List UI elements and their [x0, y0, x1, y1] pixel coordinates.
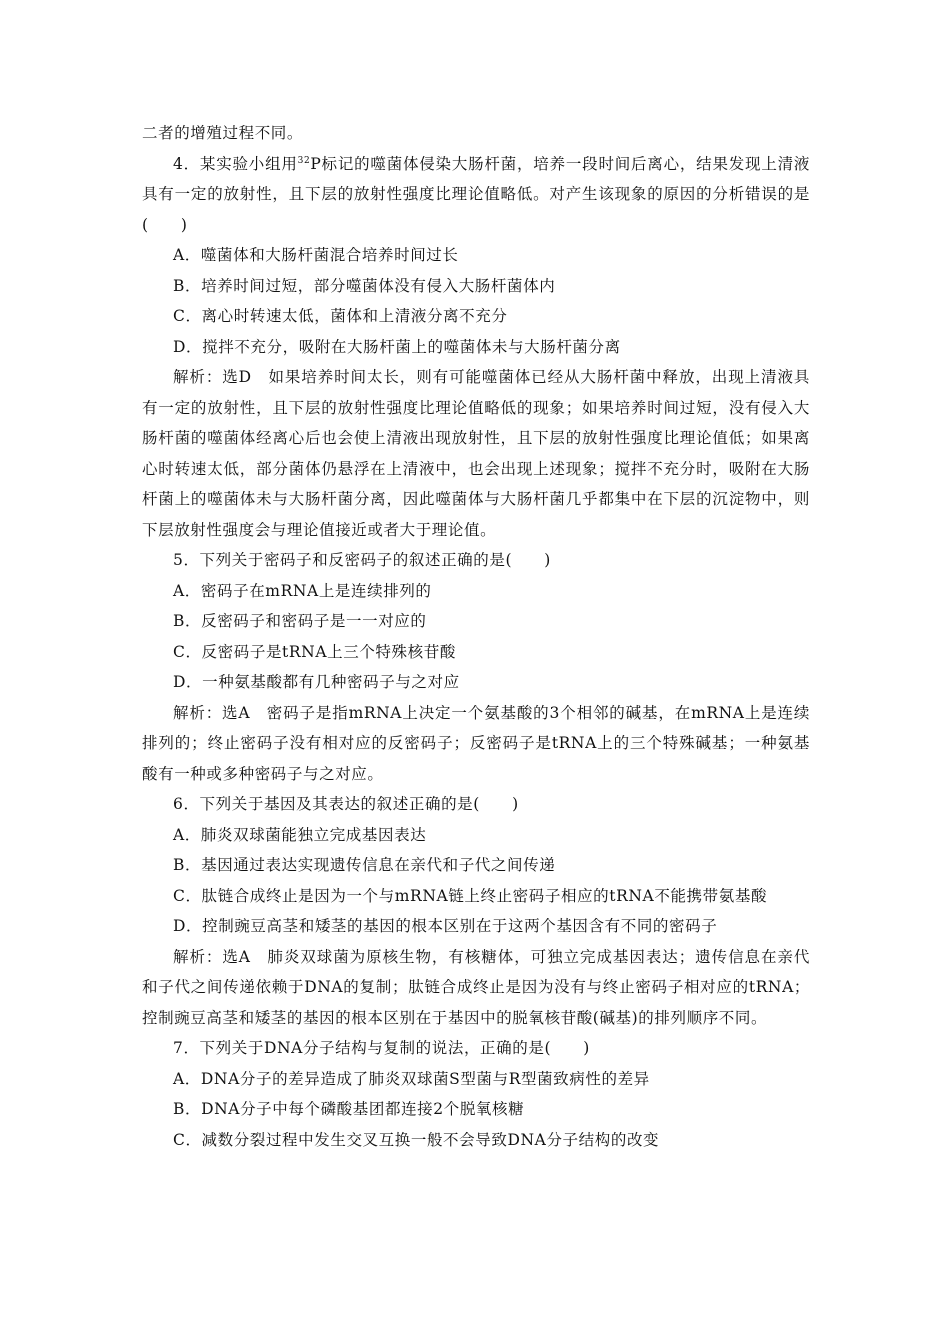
- question-4-stem-pre: 4．某实验小组用: [173, 154, 298, 173]
- question-5-option-a: A．密码子在mRNA上是连续排列的: [173, 581, 432, 600]
- question-4-analysis: 解析：选D 如果培养时间太长，则有可能噬菌体已经从大肠杆菌中释放，出现上清液具有一定的放射性，且下层的放射性强度比理论值略低的现象；如果培养时间过短，没有侵入大肠杆菌的噬菌体经离心后也会使上清液出现放射性，且下层的放射性强度比理论值低；如果离心时转速太低，部分菌体仍悬浮在上清液中，也会出现上述现象；搅拌不充分时，吸附在大肠杆菌上的噬菌体未与大肠杆菌分离，因此噬菌体与大肠杆菌几乎都集中在下层的沉淀物中，则下层放射性强度会与理论值接近或者大于理论值。: [142, 368, 810, 539]
- question-5-option-d: D．一种氨基酸都有几种密码子与之对应: [173, 673, 460, 691]
- question-5-option-b: B．反密码子和密码子是一一对应的: [173, 612, 427, 630]
- question-7-option-b: B．DNA分子中每个磷酸基团都连接2个脱氧核糖: [173, 1100, 525, 1118]
- question-4-option-a: A．噬菌体和大肠杆菌混合培养时间过长: [173, 246, 459, 264]
- question-5-analysis: 解析：选A 密码子是指mRNA上决定一个氨基酸的3个相邻的碱基，在mRNA上是连续排列的；终止密码子没有相对应的反密码子；反密码子是tRNA上的三个特殊碱基；一种氨基酸有一种或多种密码子与之对应。: [142, 703, 810, 783]
- question-6-option-d: D．控制豌豆高茎和矮茎的基因的根本区别在于这两个基因含有不同的密码子: [173, 917, 718, 935]
- question-6-option-b: B．基因通过表达实现遗传信息在亲代和子代之间传递: [173, 856, 556, 874]
- question-6-analysis: 解析：选A 肺炎双球菌为原核生物，有核糖体，可独立完成基因表达；遗传信息在亲代和子代之间传递依赖于DNA的复制；肽链合成终止是因为没有与终止密码子相对应的tRNA；控制豌豆高茎和矮茎的基因的根本区别在于基因中的脱氧核苷酸(碱基)的排列顺序不同。: [142, 947, 810, 1027]
- question-6-stem: 6．下列关于基因及其表达的叙述正确的是( ): [173, 795, 519, 813]
- question-5-stem: 5．下列关于密码子和反密码子的叙述正确的是( ): [173, 551, 551, 569]
- intro-line: 二者的增殖过程不同。: [142, 124, 304, 142]
- question-7-option-a: A．DNA分子的差异造成了肺炎双球菌S型菌与R型菌致病性的差异: [173, 1069, 650, 1088]
- question-7-option-c: C．减数分裂过程中发生交叉互换一般不会导致DNA分子结构的改变: [173, 1130, 660, 1149]
- question-4-stem: [142, 149, 810, 241]
- question-7-stem: 7．下列关于DNA分子结构与复制的说法，正确的是( ): [173, 1039, 590, 1057]
- question-4-stem-post: P标记的噬菌体侵染大肠杆菌，培养一段时间后离心，结果发现上清液具有一定的放射性，且下层的放射性强度比理论值略低。对产生该现象的原因的分析错误的是( ): [142, 154, 810, 234]
- question-4-option-c: C．离心时转速太低，菌体和上清液分离不充分: [173, 307, 508, 325]
- question-5-option-c: C．反密码子是tRNA上三个特殊核苷酸: [173, 642, 456, 661]
- question-4-option-d: D．搅拌不充分，吸附在大肠杆菌上的噬菌体未与大肠杆菌分离: [173, 337, 621, 356]
- question-6-option-c: C．肽链合成终止是因为一个与mRNA链上终止密码子相应的tRNA不能携带氨基酸: [173, 886, 768, 905]
- question-6-option-a: A．肺炎双球菌能独立完成基因表达: [173, 825, 427, 844]
- isotope-superscript: 32: [297, 155, 311, 166]
- question-4-option-b: B．培养时间过短，部分噬菌体没有侵入大肠杆菌体内: [173, 276, 556, 295]
- document-page: [142, 118, 810, 1155]
